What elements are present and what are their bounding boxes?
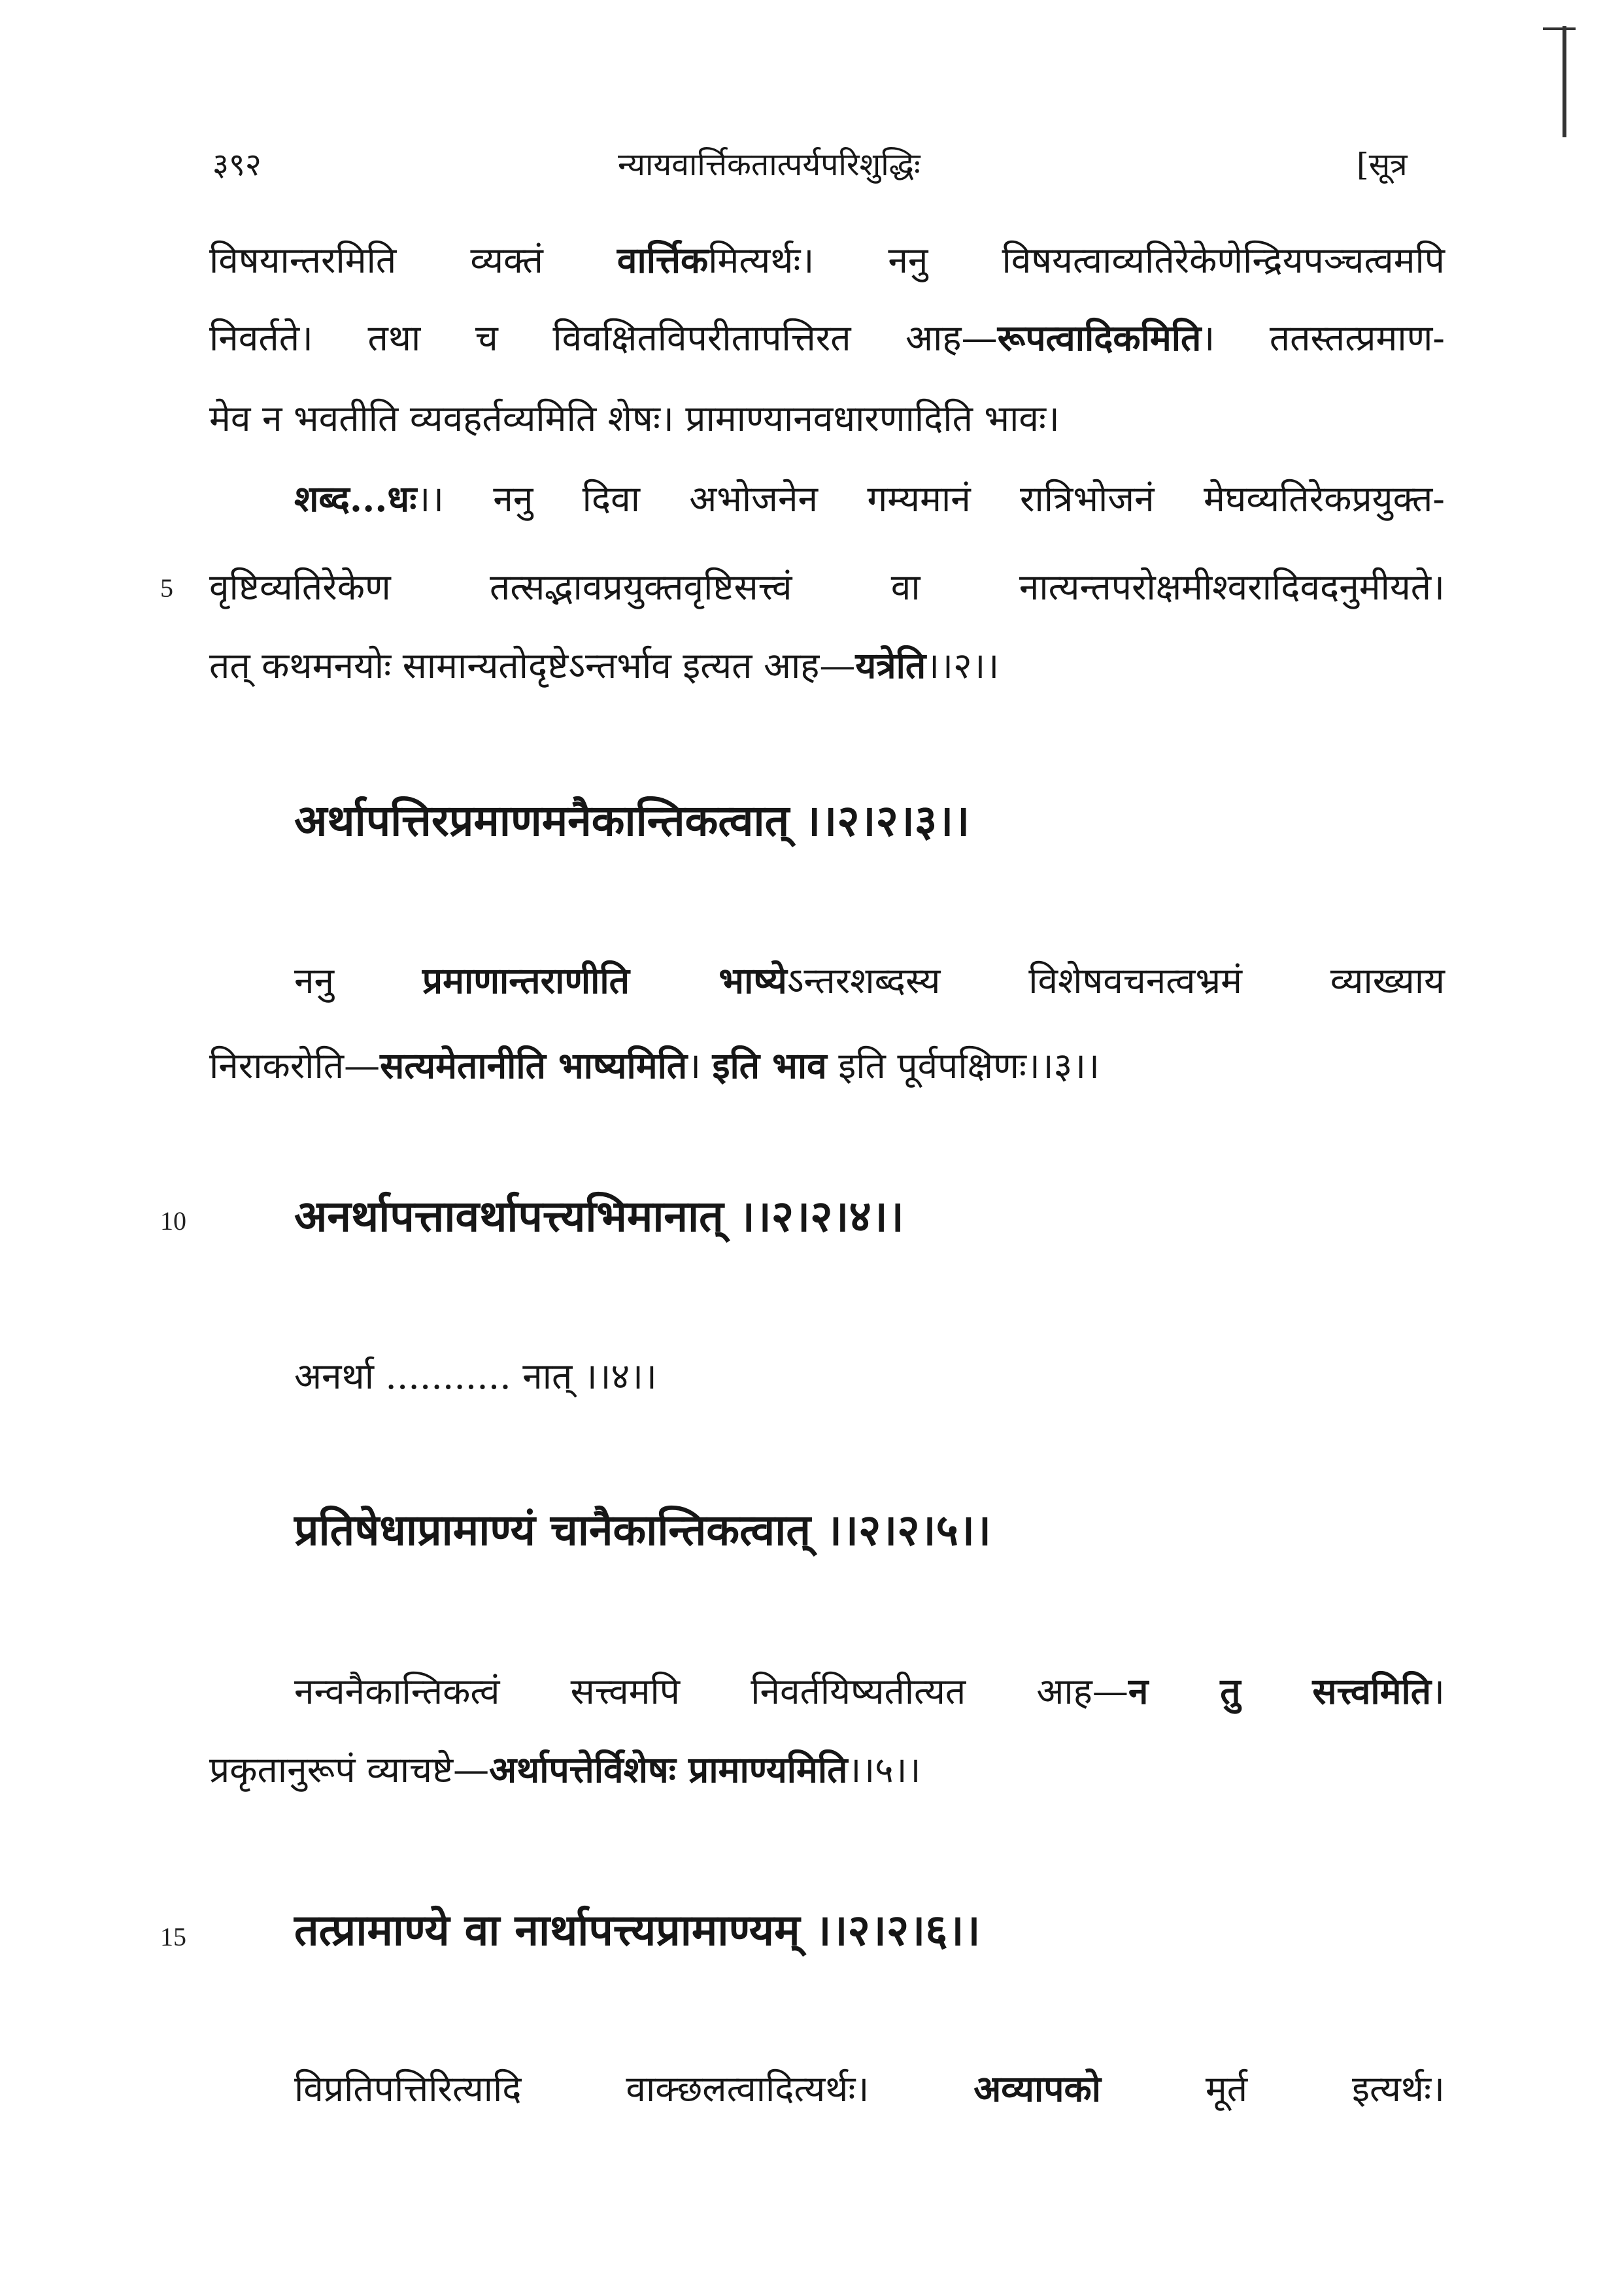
- bold-term: अर्थापत्तेर्विशेषः प्रामाण्यमिति: [489, 1748, 848, 1791]
- bold-term: यत्रेति: [855, 644, 926, 686]
- text: प्रकृतानुरूपं व्याचष्टे—: [209, 1749, 490, 1791]
- para1-line1: [209, 237, 1445, 283]
- text: नन्वनैकान्तिकत्वं सत्त्वमपि निवर्तयिष्यतीत्यत आह—: [294, 1670, 1128, 1712]
- text: ।: [687, 1045, 713, 1087]
- line-number-15: 15: [160, 1922, 186, 1951]
- bold-term: रूपत्वादिकमिति: [997, 316, 1202, 359]
- binding-edge-tick: [1543, 27, 1576, 30]
- sutra-heading-6: तत्प्रामाण्ये वा नार्थापत्त्यप्रामाण्यम् ।।२।२।६।।: [294, 1904, 981, 1955]
- para2-line1: [294, 476, 1445, 522]
- text: ऽन्तरशब्दस्य विशेषवचनत्वभ्रमं व्याख्याय: [786, 960, 1445, 1002]
- text: निराकरोति—: [209, 1045, 380, 1087]
- bold-term: अव्यापको: [973, 2067, 1101, 2110]
- text: इति पूर्वपक्षिणः।।३।।: [826, 1045, 1100, 1087]
- bold-term: वार्त्तिक: [617, 239, 709, 281]
- para3-line2: [209, 1043, 1445, 1089]
- text: विषयान्तरमिति व्यक्तं: [209, 239, 617, 281]
- bold-term: शब्द...धः: [294, 477, 417, 520]
- text: तत् कथमनयोः सामान्यतोदृष्टेऽन्तर्भाव इत्यत आह—: [209, 645, 856, 686]
- text: ननु: [294, 960, 422, 1002]
- bold-term: इति भाव: [712, 1044, 827, 1087]
- text: मित्यर्थः। ननु विषयत्वाव्यतिरेकेणेन्द्रियपञ्चत्वमपि: [708, 239, 1445, 281]
- binding-edge-mark: [1563, 26, 1566, 137]
- text: ।।२।।: [926, 645, 1000, 686]
- sutra-heading-4: अनर्थापत्तावर्थापत्त्यभिमानात् ।।२।२।४।।: [294, 1190, 904, 1241]
- para5-line2: [209, 1747, 1445, 1793]
- page-number: ३९२: [212, 146, 262, 183]
- text: ।।५।।: [847, 1749, 921, 1791]
- text: निवर्तते। तथा च विवक्षितविपरीतापत्तिरत आह—: [209, 317, 998, 359]
- para3-line1: [294, 958, 1445, 1004]
- para2-line3: [209, 643, 1445, 688]
- sutra-heading-5: प्रतिषेधाप्रामाण्यं चानैकान्तिकत्वात् ।।२।२।५।।: [294, 1504, 991, 1555]
- bold-term: सत्यमेतानीति भाष्यमिति: [380, 1044, 688, 1087]
- para5-line1: [294, 1668, 1445, 1714]
- text: मूर्त इत्यर्थः।: [1100, 2068, 1445, 2110]
- para1-line3: मेव न भवतीति व्यवहर्तव्यमिति शेषः। प्रामाण्यानवधारणादिति भावः।: [209, 397, 1060, 439]
- section-label: [सूत्र: [1357, 146, 1408, 183]
- text: । ततस्तत्प्रमाण-: [1201, 317, 1445, 359]
- text: विप्रतिपत्तिरित्यादि वाक्छलत्वादित्यर्थः।: [294, 2068, 974, 2110]
- para6-line1: [294, 2066, 1445, 2112]
- para4-line: अनर्था ........... नात् ।।४।।: [294, 1355, 657, 1397]
- line-number-10: 10: [160, 1206, 186, 1236]
- sutra-heading-3: अर्थापत्तिरप्रमाणमनैकान्तिकत्वात् ।।२।२।३।।: [294, 795, 970, 846]
- text: ।: [1431, 1670, 1445, 1712]
- para2-line2: वृष्टिव्यतिरेकेण तत्सद्भावप्रयुक्तवृष्टिसत्त्वं वा नात्यन्तपरोक्षमीश्वरादिवदनुमीयते।: [209, 566, 1445, 608]
- text: ।। ननु दिवा अभोजनेन गम्यमानं रात्रिभोजनं मेघव्यतिरेकप्रयुक्त-: [416, 478, 1445, 520]
- bold-term: प्रमाणान्तराणीति भाष्ये: [422, 959, 787, 1002]
- line-number-5: 5: [160, 573, 173, 603]
- running-title: न्यायवार्त्तिकतात्पर्यपरिशुद्धिः: [618, 146, 921, 183]
- bold-term: न तु सत्त्वमिति: [1128, 1670, 1432, 1712]
- para1-line2: [209, 315, 1445, 361]
